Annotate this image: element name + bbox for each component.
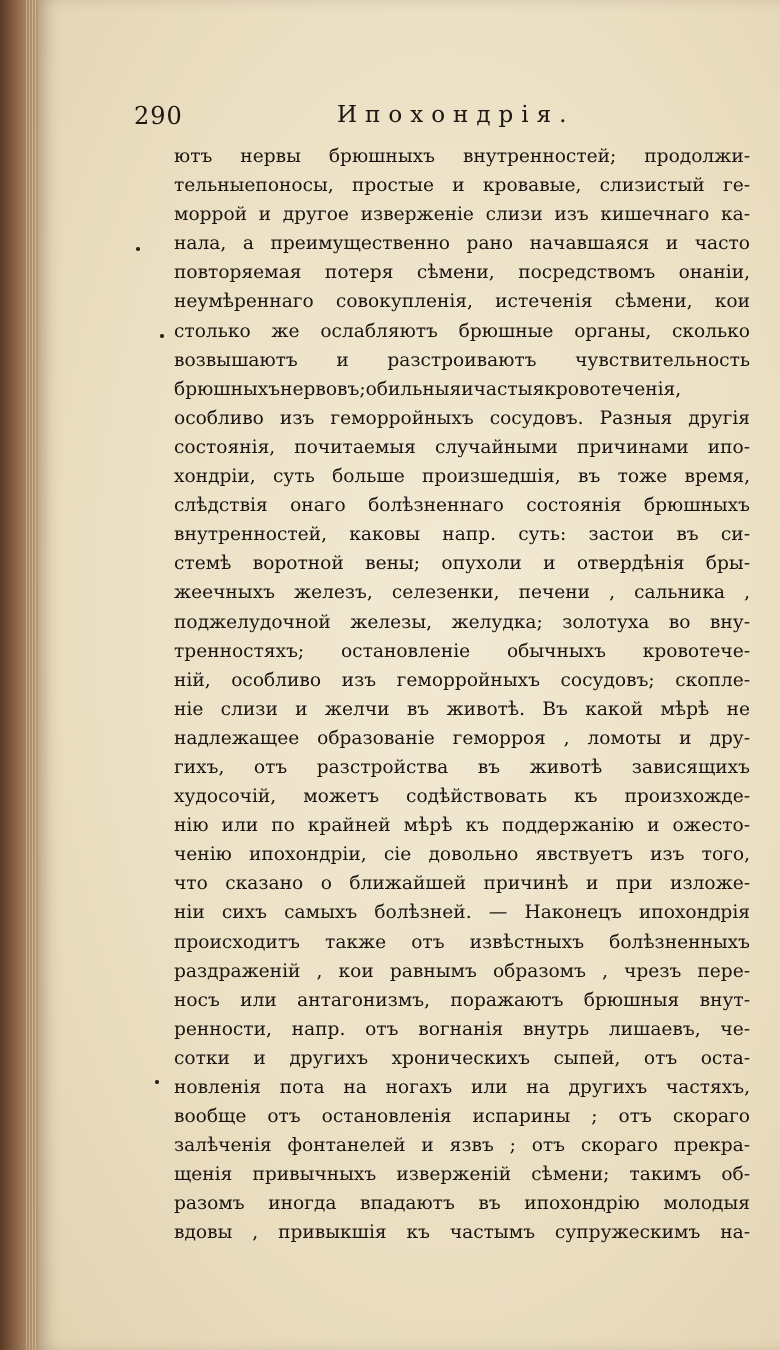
running-title: Ипохондрія. (337, 102, 575, 128)
text-line: ніи сихъ самыхъ болѣзней. — Наконецъ ипохондрія (174, 902, 750, 924)
text-line: худосочій, можетъ содѣйствовать къ произхожде- (174, 786, 750, 808)
text-line: нала, а преимущественно рано начавшаяся и часто (174, 233, 750, 255)
text-line: внутренностей, каковы напр. суть: застои въ си- (174, 524, 750, 546)
text-line: раздраженій , кои равнымъ образомъ , чрезъ пере- (174, 960, 750, 982)
text-line: ренности, напр. отъ вогнанія внутрь лишаевъ, че- (174, 1018, 750, 1040)
text-line: тельныепоносы, простые и кровавые, слизистый ге- (174, 175, 750, 197)
text-line: столько же ослабляютъ брюшные органы, сколько (174, 320, 750, 342)
page-header (134, 100, 734, 140)
text-line: происходитъ также отъ извѣстныхъ болѣзненныхъ (174, 931, 750, 953)
text-line: надлежащее образованіе геморроя , ломоты и дру- (174, 727, 750, 749)
text-line: ютъ нервы брюшныхъ внутренностей; продолжи- (174, 146, 750, 167)
margin-mark (155, 1080, 159, 1084)
text-line: возвышаютъ и разстроиваютъ чувствительность (174, 349, 750, 371)
text-line: гихъ, отъ разстройства въ животѣ зависящихъ (174, 756, 750, 778)
text-line: ній, особливо изъ геморройныхъ сосудовъ; скопле- (174, 669, 750, 691)
text-line: стемѣ воротной вены; опухоли и отвердѣнія бры- (174, 553, 750, 575)
text-line: повторяемая потеря сѣмени, посредствомъ онаніи, (174, 262, 750, 284)
text-line: тренностяхъ; остановленіе обычныхъ кровотече- (174, 640, 750, 662)
body-text (174, 142, 750, 1248)
text-line: нію или по крайней мѣрѣ къ поддержанію и ожесто- (174, 815, 750, 837)
text-line: новленія пота на ногахъ или на другихъ частяхъ, (174, 1077, 750, 1098)
text-line: особливо изъ геморройныхъ сосудовъ. Разныя другія (174, 407, 750, 429)
text-line: разомъ иногда впадаютъ въ ипохондрію молодыя (174, 1193, 750, 1215)
text-line: слѣдствія онаго болѣзненнаго состоянія брюшныхъ (174, 495, 750, 517)
page-number: 290 (134, 102, 183, 130)
text-line: ніе слизи и желчи въ животѣ. Въ какой мѣрѣ не (174, 698, 750, 720)
text-line: состоянія, почитаемыя случайными причинами ипо- (174, 436, 750, 458)
text-line: вообще отъ остановленія испарины ; отъ скораго (174, 1106, 750, 1128)
text-line: щенія привычныхъ изверженій сѣмени; такимъ об- (174, 1164, 750, 1186)
text-line: ченію ипохондріи, сіе довольно явствуетъ изъ того, (174, 844, 750, 866)
text-line: брюшныхънервовъ;обильныяичастыякровотеченія, (174, 378, 682, 400)
text-line: носъ или антагонизмъ, поражаютъ брюшныя внут- (174, 989, 750, 1011)
margin-mark (160, 334, 164, 338)
margin-mark (136, 247, 140, 251)
text-line: что сказано о ближайшей причинѣ и при изложе- (174, 873, 750, 895)
text-line: сотки и другихъ хроническихъ сыпей, отъ оста- (174, 1047, 750, 1069)
text-line: жеечныхъ железъ, селезенки, печени , сальника , (174, 582, 750, 604)
text-line: поджелудочной железы, желудка; золотуха во вну- (174, 611, 750, 633)
text-line: залѣченія фонтанелей и язвъ ; отъ скораго прекра- (174, 1135, 750, 1157)
text-line: хондріи, суть больше произшедшія, въ тоже время, (174, 466, 750, 488)
text-line: вдовы , привыкшія къ частымъ супружескимъ на- (174, 1222, 750, 1244)
text-line: неумѣреннаго совокупленія, истеченія сѣмени, кои (174, 291, 750, 313)
text-line: моррой и другое изверженіе слизи изъ кишечнаго ка- (174, 204, 750, 226)
